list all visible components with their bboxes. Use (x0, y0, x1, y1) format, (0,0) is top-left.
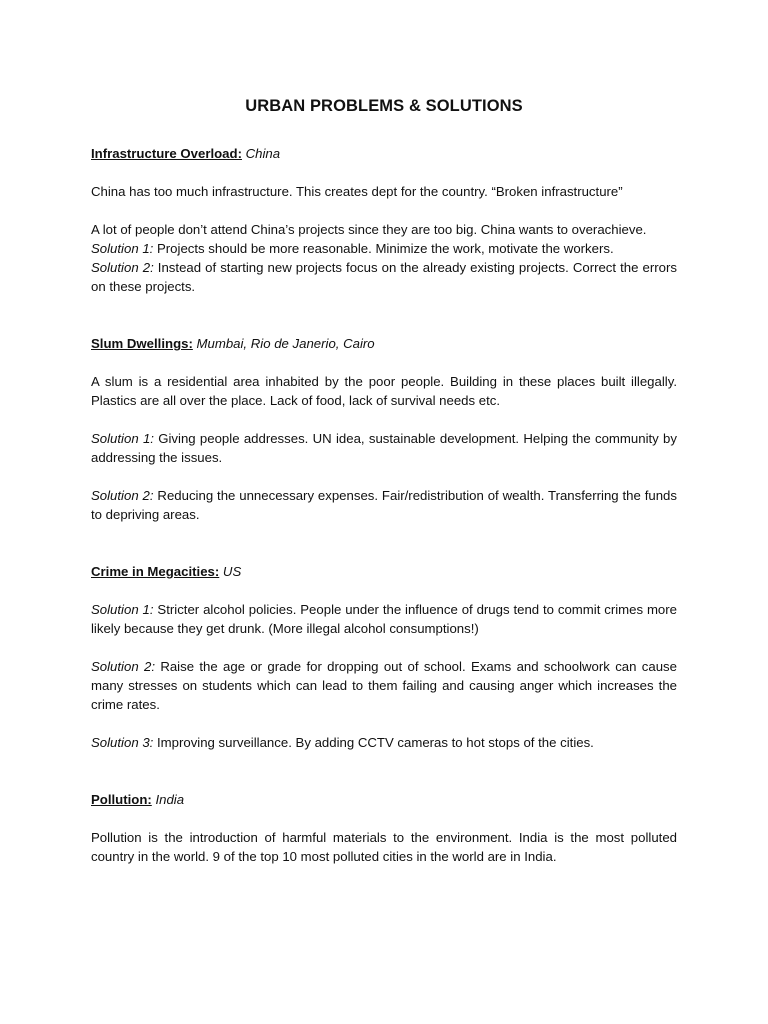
section-heading-places: India (151, 792, 185, 807)
document-title: URBAN PROBLEMS & SOLUTIONS (245, 97, 523, 115)
section-heading-label: Slum Dwellings: (91, 336, 193, 351)
solution-label: Solution 1: (91, 431, 154, 446)
solution-label: Solution 1: (91, 602, 154, 617)
section-heading-infrastructure (91, 144, 677, 163)
solution-label: Solution 2: (91, 659, 155, 674)
paragraph: China has too much infrastructure. This creates dept for the country. “Broken infrastructure” (91, 184, 623, 199)
section-heading-crime (91, 562, 677, 581)
solution-text: Instead of starting new projects focus on the already existing projects. Correct the errors on these projects. (91, 260, 677, 294)
solution-paragraph (91, 657, 677, 714)
solution-paragraph (91, 486, 677, 524)
paragraph: A slum is a residential area inhabited by the poor people. Building in these places built illegally. Plastics are all over the place. Lack of food, lack of survival needs etc. (91, 374, 677, 408)
solution-label: Solution 2: (91, 488, 154, 503)
paragraph: Pollution is the introduction of harmful materials to the environment. India is the most polluted country in the world. 9 of the top 10 most polluted cities in the world are in India. (91, 830, 677, 864)
solution-paragraph (91, 429, 677, 467)
solution-text: Projects should be more reasonable. Minimize the work, motivate the workers. (153, 241, 614, 256)
section-heading-slum-dwellings (91, 334, 677, 353)
solution-paragraph (91, 733, 677, 752)
solution-paragraph (91, 600, 677, 638)
section-heading-label: Pollution: (91, 792, 152, 807)
solution-text: Giving people addresses. UN idea, sustainable development. Helping the community by addressing the issues. (91, 431, 677, 465)
section-heading-label: Infrastructure Overload: (91, 146, 242, 161)
section-heading-label: Crime in Megacities: (91, 564, 220, 579)
solution-label: Solution 2: (91, 260, 154, 275)
paragraph: A lot of people don’t attend China’s projects since they are too big. China wants to overachieve. (91, 222, 647, 237)
section-heading-pollution (91, 790, 677, 809)
solution-label: Solution 3: (91, 735, 154, 750)
section-heading-places: Mumbai, Rio de Janerio, Cairo (192, 336, 375, 351)
solution-label: Solution 1: (91, 241, 154, 256)
solution-paragraph (91, 239, 677, 258)
solution-text: Improving surveillance. By adding CCTV cameras to hot stops of the cities. (153, 735, 594, 750)
section-heading-places: China (241, 146, 281, 161)
solution-text: Reducing the unnecessary expenses. Fair/redistribution of wealth. Transferring the funds to depriving areas. (91, 488, 677, 522)
solution-text: Raise the age or grade for dropping out of school. Exams and schoolwork can cause many stresses on students which can lead to them failing and causing anger which increases the crime rates. (91, 659, 677, 712)
solution-paragraph (91, 258, 677, 296)
solution-text: Stricter alcohol policies. People under the influence of drugs tend to commit crimes more likely because they get drunk. (More illegal alcohol consumptions!) (91, 602, 677, 636)
section-heading-places: US (219, 564, 242, 579)
